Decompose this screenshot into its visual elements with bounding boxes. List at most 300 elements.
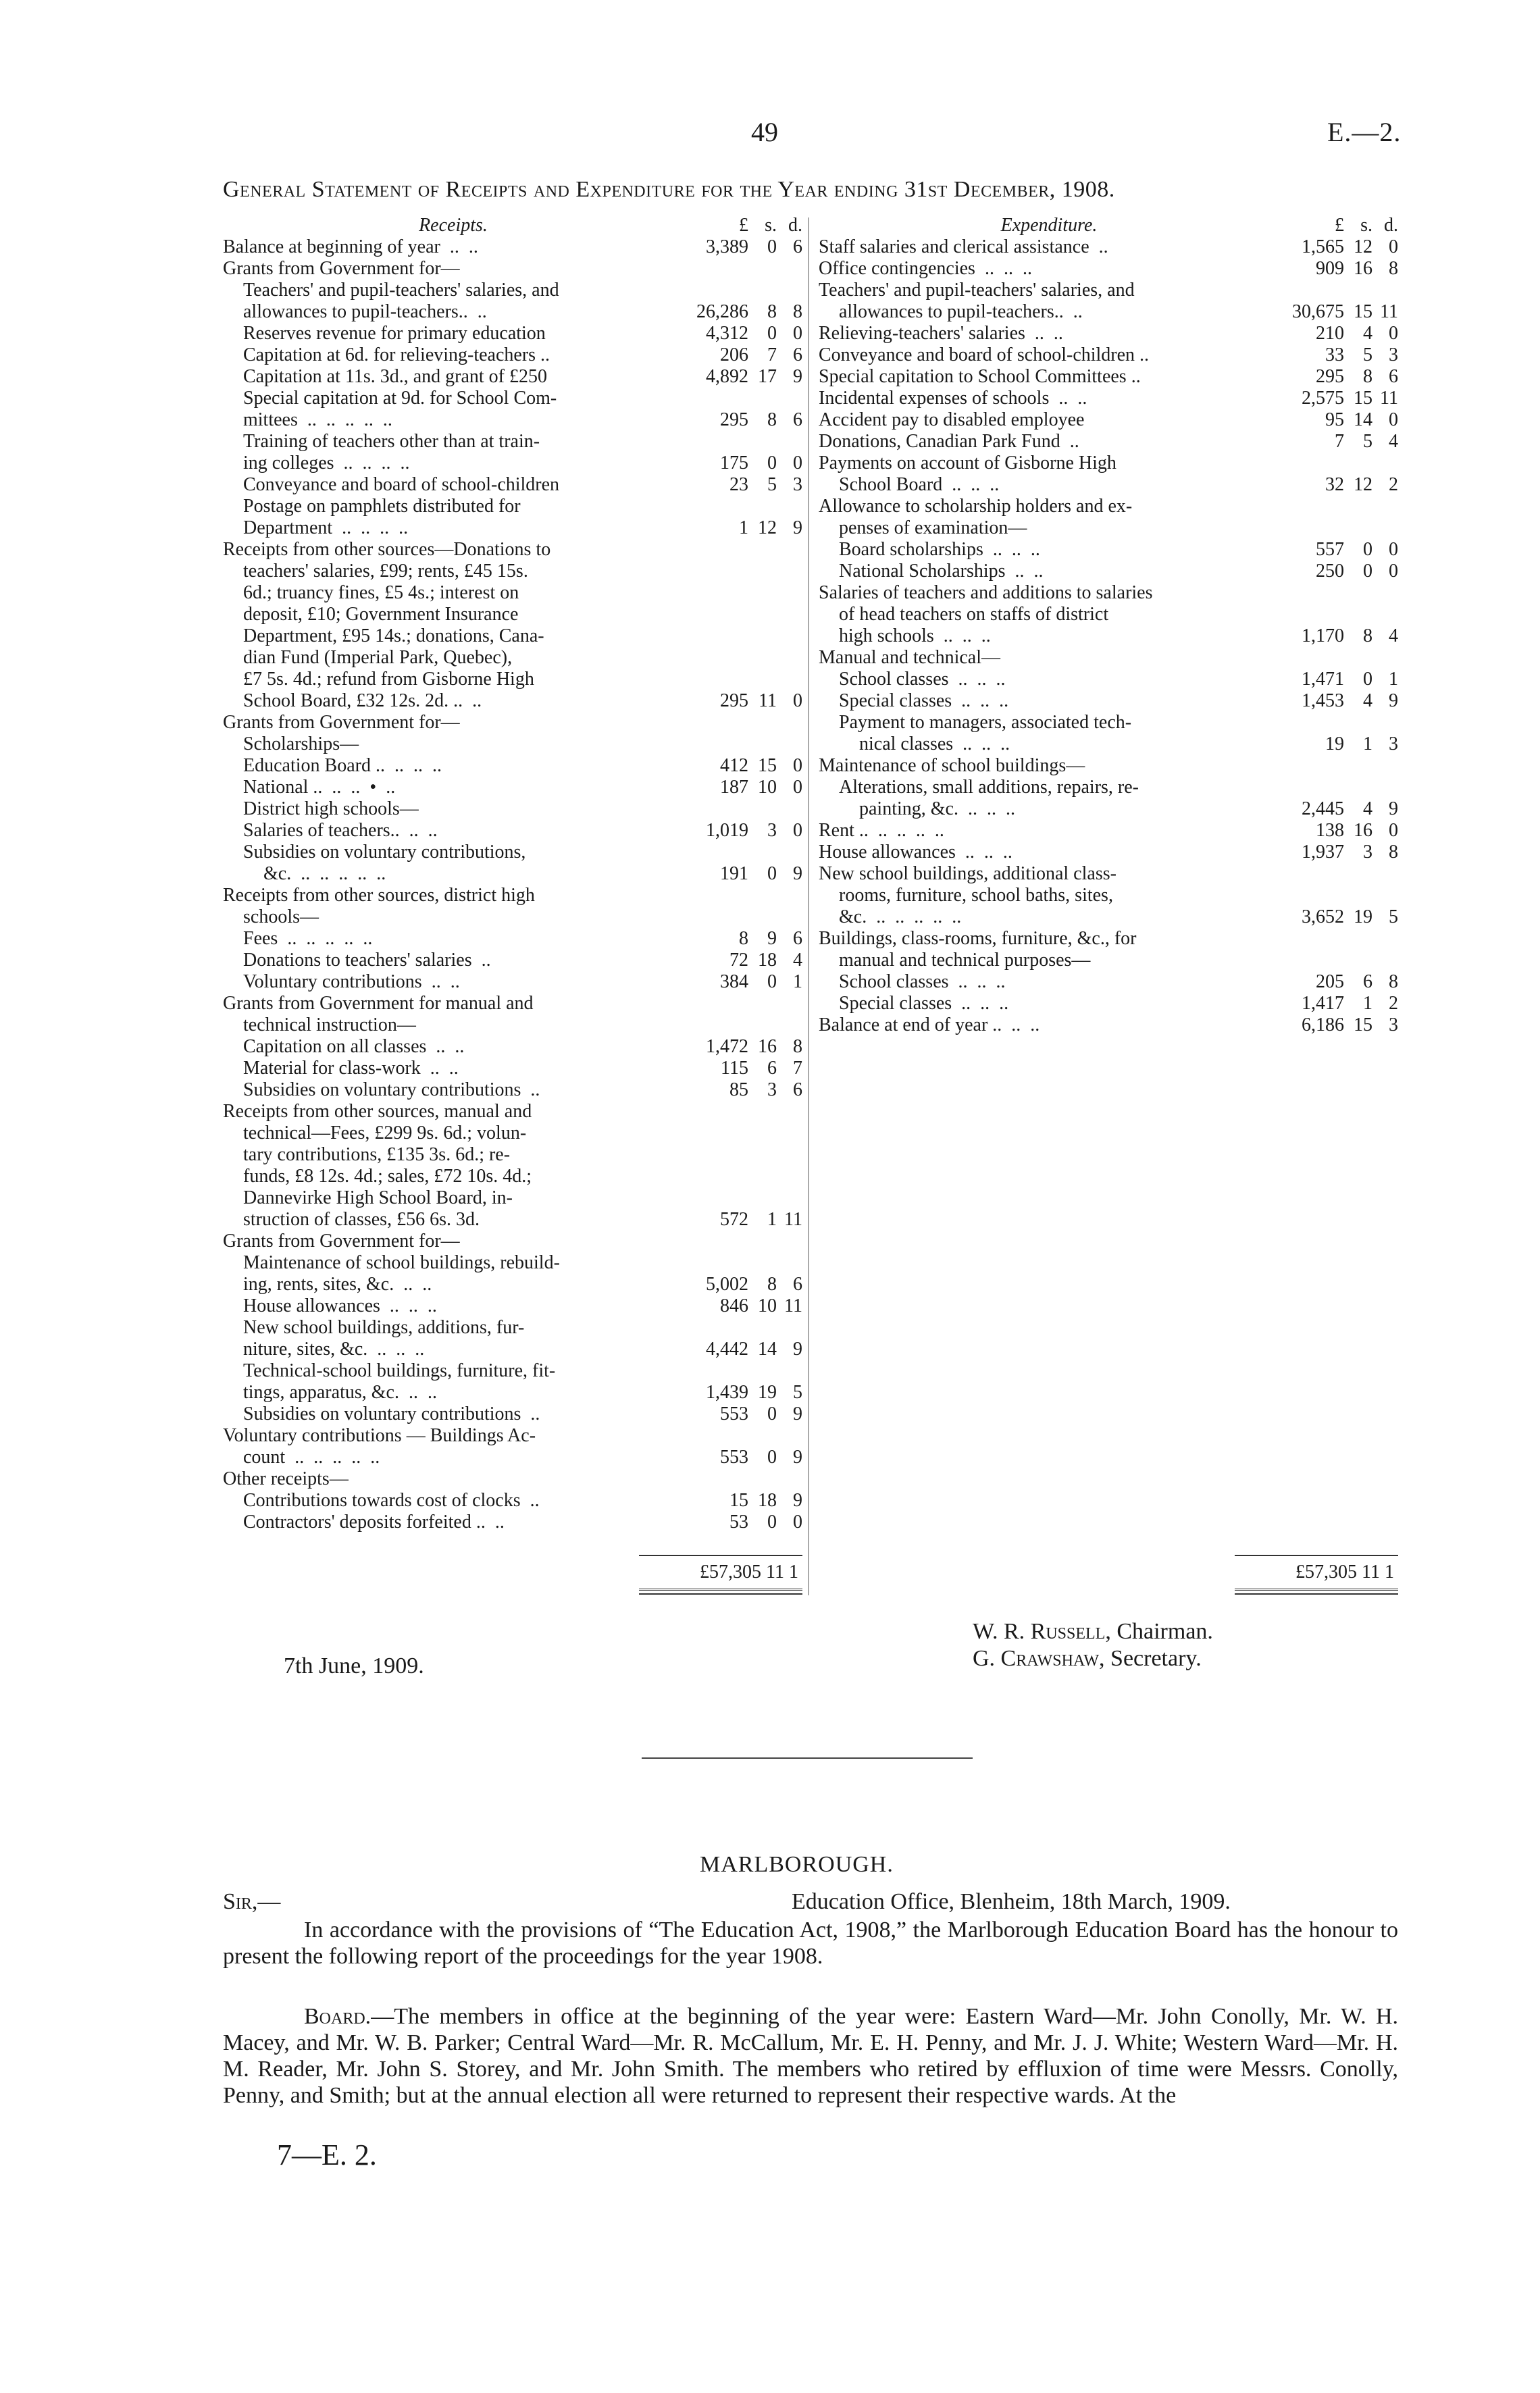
ledger-row <box>223 1231 802 1252</box>
ledger-row-label: of head teachers on staffs of district <box>839 604 1109 625</box>
signature-secretary <box>973 1645 1213 1672</box>
ledger-row <box>223 1209 802 1231</box>
ledger-pounds: 557 <box>1316 539 1344 560</box>
ledger-shillings: 0 <box>767 323 777 344</box>
ledger-pence: 6 <box>1389 366 1398 387</box>
ledger-pounds: 1,937 <box>1302 842 1344 863</box>
ledger-row <box>223 906 802 928</box>
ledger-pounds: 1,019 <box>706 820 748 841</box>
ledger-pounds: 191 <box>720 863 748 884</box>
ledger-shillings: 12 <box>758 517 777 538</box>
ledger-pounds: 205 <box>1316 971 1344 992</box>
ledger-row-label: Balance at beginning of year .. .. <box>223 236 478 257</box>
ledger-pounds: 187 <box>720 777 748 798</box>
ledger-row <box>223 863 802 885</box>
ledger-shillings: 15 <box>758 755 777 776</box>
ledger-row <box>223 604 802 625</box>
ledger-shillings: 12 <box>1354 236 1372 257</box>
ledger-row-label: manual and technical purposes— <box>839 950 1091 971</box>
ledger-row-label: Capitation at 6d. for relieving-teachers .. <box>243 344 550 365</box>
ledger-row <box>819 712 1398 734</box>
ledger-row <box>819 539 1398 561</box>
ledger-row <box>819 517 1398 539</box>
ledger-row-label: Reserves revenue for primary education <box>243 323 546 344</box>
ledger-pounds: 412 <box>720 755 748 776</box>
ledger-pence: 9 <box>793 1490 802 1511</box>
paragraph-board-text: —The members in office at the beginning of the year were: Eastern Ward—Mr. John Conolly, Mr. W. H. Macey, and Mr. W. B. Parker; Central Ward—Mr. R. McCallum, Mr. E. H. Penny, and Mr. J. J. White; Western Ward—Mr. H. M. Reader, Mr. John S. Storey, and Mr. John Smith. The members who retired by effluxion of time were Messrs. Conolly, Penny, and Smith; but at the annual election all were returned to represent their respective wards. At the <box>223 2004 1398 2108</box>
ledger-row-label: Salaries of teachers and additions to salaries <box>819 582 1153 603</box>
ledger-row-label: ing, rents, sites, &c. .. .. <box>243 1274 432 1295</box>
ledger-row <box>819 971 1398 993</box>
ledger-row-label: Maintenance of school buildings— <box>819 755 1085 776</box>
ledger-pence: 9 <box>793 863 802 884</box>
ledger-pounds: 26,286 <box>696 301 748 322</box>
signature-chairman <box>973 1618 1213 1645</box>
ledger-shillings: 0 <box>767 453 777 473</box>
ledger-pence: 0 <box>793 820 802 841</box>
ledger-pence: 4 <box>1389 431 1398 452</box>
ledger-shillings: 4 <box>1363 323 1372 344</box>
ledger-row-label: Maintenance of school buildings, rebuild- <box>243 1252 560 1273</box>
ledger-row <box>223 1447 802 1468</box>
ledger-row-label: Conveyance and board of school-children .. <box>819 344 1150 365</box>
ledger-pounds: 4,312 <box>706 323 748 344</box>
ledger-row-label: Salaries of teachers.. .. .. <box>243 820 438 841</box>
ledger-row <box>223 690 802 712</box>
ledger-row-label: nical classes .. .. .. <box>859 734 1010 754</box>
ledger-row <box>819 928 1398 950</box>
ledger-row-label: Payments on account of Gisborne High <box>819 453 1116 473</box>
ledger-pounds: 19 <box>1325 734 1344 754</box>
ledger-pounds: 15 <box>729 1490 748 1511</box>
ledger-row-label: Department .. .. .. .. <box>243 517 409 538</box>
ledger-pounds: 1,453 <box>1302 690 1344 711</box>
statement-title: General Statement of Receipts and Expenditure for the Year ending 31st December, 1908. <box>223 177 1115 202</box>
ledger-pence: 11 <box>784 1209 802 1230</box>
ledger-pounds: 553 <box>720 1447 748 1468</box>
ledger-row <box>223 1252 802 1274</box>
ledger-row-label: 6d.; truancy fines, £5 4s.; interest on <box>243 582 519 603</box>
ledger-row-label: Contractors' deposits forfeited .. .. <box>243 1512 505 1533</box>
ledger-row-label: Subsidies on voluntary contributions .. <box>243 1079 540 1100</box>
ledger-row-label: £7 5s. 4d.; refund from Gisborne High <box>243 669 534 690</box>
ledger-row <box>819 798 1398 820</box>
ledger-pounds: 553 <box>720 1404 748 1424</box>
ledger-pence: 6 <box>793 1079 802 1100</box>
ledger-shillings: 1 <box>1363 734 1372 754</box>
ledger-pounds: 175 <box>720 453 748 473</box>
ledger-row <box>819 950 1398 971</box>
ledger-row-label: schools— <box>243 906 319 927</box>
ledger-pounds: 72 <box>729 950 748 971</box>
ledger-row-label: Education Board .. .. .. .. <box>243 755 442 776</box>
ledger-pounds: 210 <box>1316 323 1344 344</box>
ledger-shillings: 0 <box>767 863 777 884</box>
ledger-pence: 11 <box>1380 388 1398 409</box>
ledger-pounds: 1,170 <box>1302 625 1344 646</box>
ledger-pence: 0 <box>1389 323 1398 344</box>
ledger-pounds: 3,389 <box>706 236 748 257</box>
ledger-row-label: allowances to pupil-teachers.. .. <box>839 301 1083 322</box>
expenditure-heading: Expenditure. <box>1000 215 1098 236</box>
ledger-row-label: Special classes .. .. .. <box>839 993 1009 1014</box>
ledger-pounds: 4,892 <box>706 366 748 387</box>
ledger-pounds: 53 <box>729 1512 748 1533</box>
ledger-shillings: 16 <box>1354 820 1372 841</box>
ledger-row <box>223 1101 802 1123</box>
receipts-header <box>223 215 802 236</box>
ledger-shillings: 18 <box>758 950 777 971</box>
ledger-row <box>819 453 1398 474</box>
ledger-shillings: 8 <box>767 409 777 430</box>
ledger-row-label: Receipts from other sources—Donations to <box>223 539 551 560</box>
ledger-row <box>819 993 1398 1014</box>
ledger-row <box>223 517 802 539</box>
ledger-row <box>223 1382 802 1404</box>
ledger-shillings: 15 <box>1354 388 1372 409</box>
ledger-shillings: 17 <box>758 366 777 387</box>
receipts-column <box>223 215 802 1533</box>
ledger-row <box>223 344 802 366</box>
ledger-pounds: 206 <box>720 344 748 365</box>
receipts-heading: Receipts. <box>419 215 488 236</box>
ledger-row-label: deposit, £10; Government Insurance <box>243 604 519 625</box>
ledger-row <box>223 1123 802 1144</box>
receipts-total <box>639 1555 802 1582</box>
ledger-row-label: count .. .. .. .. .. <box>243 1447 380 1468</box>
ledger-pounds: 295 <box>720 409 748 430</box>
ledger-pounds: 1,471 <box>1302 669 1344 690</box>
expenditure-total <box>1235 1555 1398 1582</box>
ledger-shillings: 3 <box>767 1079 777 1100</box>
ledger-shillings: 10 <box>758 777 777 798</box>
ledger-pence: 2 <box>1389 474 1398 495</box>
ledger-pounds: 7 <box>1335 431 1344 452</box>
ledger-row-label: School Board, £32 12s. 2d. .. .. <box>243 690 482 711</box>
ledger-row-label: Buildings, class-rooms, furniture, &c., for <box>819 928 1137 949</box>
paragraph-intro-text: In accordance with the provisions of “The Education Act, 1908,” the Marlborough Education Board has the honour to present the following report of the proceedings for the year 1908. <box>223 1918 1398 1969</box>
ledger-pounds: 5,002 <box>706 1274 748 1295</box>
ledger-pounds: 295 <box>720 690 748 711</box>
expenditure-rows <box>819 236 1398 1036</box>
ledger-row-label: District high schools— <box>243 798 419 819</box>
ledger-row-label: Special capitation at 9d. for School Com- <box>243 388 557 409</box>
ledger-row-label: Capitation on all classes .. .. <box>243 1036 465 1057</box>
ledger-row <box>223 950 802 971</box>
receipts-rows <box>223 236 802 1533</box>
ledger-pounds: 30,675 <box>1292 301 1344 322</box>
ledger-shillings: 6 <box>1363 971 1372 992</box>
ledger-row <box>223 1490 802 1512</box>
paragraph-board-label: Board. <box>304 2004 371 2029</box>
ledger-row <box>223 582 802 604</box>
ledger-pounds: 250 <box>1316 561 1344 582</box>
ledger-pence: 9 <box>1389 798 1398 819</box>
ledger-pence: 9 <box>793 1447 802 1468</box>
ledger-row <box>819 388 1398 409</box>
ledger-row-label: Balance at end of year .. .. .. <box>819 1014 1040 1035</box>
ledger-pence: 1 <box>793 971 802 992</box>
column-divider <box>808 217 809 1595</box>
ledger-row-label: Grants from Government for— <box>223 712 460 733</box>
expenditure-header <box>819 215 1398 236</box>
ledger-row-label: New school buildings, additional class- <box>819 863 1116 884</box>
ledger-row-label: tings, apparatus, &c. .. .. <box>243 1382 437 1403</box>
ledger-row-label: Material for class-work .. .. <box>243 1058 459 1079</box>
ledger-pence: 9 <box>793 1404 802 1424</box>
ledger-pounds: 1 <box>739 517 748 538</box>
ledger-row-label: National Scholarships .. .. <box>839 561 1044 582</box>
ledger-row-label: Department, £95 14s.; donations, Cana- <box>243 625 544 646</box>
expenditure-column <box>819 215 1398 1036</box>
ledger-shillings: 0 <box>767 1404 777 1424</box>
ledger-row <box>819 863 1398 885</box>
ledger-shillings: 4 <box>1363 690 1372 711</box>
ledger-row-label: Payment to managers, associated tech- <box>839 712 1132 733</box>
ledger-shillings: 8 <box>767 1274 777 1295</box>
ledger-row <box>223 647 802 669</box>
ledger-row <box>819 474 1398 496</box>
ledger-row <box>223 734 802 755</box>
ledger-pence: 6 <box>793 928 802 949</box>
ledger-row-label: Training of teachers other than at train- <box>243 431 540 452</box>
ledger-row <box>819 625 1398 647</box>
ledger-row <box>223 1468 802 1490</box>
ledger-row <box>223 1512 802 1533</box>
ledger-pounds: 384 <box>720 971 748 992</box>
ledger-row-label: Donations to teachers' salaries .. <box>243 950 491 971</box>
ledger-shillings: 18 <box>758 1490 777 1511</box>
ledger-shillings: 5 <box>1363 431 1372 452</box>
ledger-row-label: allowances to pupil-teachers.. .. <box>243 301 487 322</box>
ledger-shillings: 0 <box>767 1512 777 1533</box>
ledger-row-label: House allowances .. .. .. <box>243 1295 437 1316</box>
ledger-pence: 3 <box>1389 344 1398 365</box>
ledger-pence: 8 <box>793 301 802 322</box>
ledger-pence: 8 <box>1389 258 1398 279</box>
ledger-row-label: technical instruction— <box>243 1014 416 1035</box>
ledger-row <box>223 453 802 474</box>
ledger-pence: 6 <box>793 1274 802 1295</box>
ledger-pence: 9 <box>793 366 802 387</box>
col-pence: d. <box>1384 215 1398 236</box>
ledger-row <box>819 258 1398 280</box>
ledger-row <box>223 669 802 690</box>
ledger-pence: 0 <box>793 323 802 344</box>
ledger-row <box>223 388 802 409</box>
ledger-shillings: 14 <box>758 1339 777 1360</box>
ledger-pounds: 1,417 <box>1302 993 1344 1014</box>
secretary-role: Secretary. <box>1110 1646 1202 1671</box>
ledger-row-label: tary contributions, £135 3s. 6d.; re- <box>243 1144 511 1165</box>
ledger-pounds: 95 <box>1325 409 1344 430</box>
ledger-row-label: funds, £8 12s. 4d.; sales, £72 10s. 4d.; <box>243 1166 532 1187</box>
ledger-row-label: Teachers' and pupil-teachers' salaries, and <box>819 280 1135 301</box>
ledger-row <box>223 474 802 496</box>
ledger-row <box>223 1274 802 1295</box>
ledger-row <box>223 1425 802 1447</box>
ledger-row <box>223 431 802 453</box>
ledger-row-label: Receipts from other sources, manual and <box>223 1101 532 1122</box>
ledger-row-label: high schools .. .. .. <box>839 625 991 646</box>
ledger-pence: 8 <box>793 1036 802 1057</box>
ledger-pounds: 85 <box>729 1079 748 1100</box>
ledger-shillings: 0 <box>767 971 777 992</box>
ledger-shillings: 3 <box>767 820 777 841</box>
ledger-row-label: Capitation at 11s. 3d., and grant of £250 <box>243 366 547 387</box>
ledger-row <box>223 301 802 323</box>
ledger-row-label: School classes .. .. .. <box>839 669 1006 690</box>
ledger-shillings: 11 <box>759 690 777 711</box>
ledger-pence: 9 <box>793 1339 802 1360</box>
ledger-row-label: mittees .. .. .. .. .. <box>243 409 392 430</box>
ledger-pounds: 23 <box>729 474 748 495</box>
ledger-row <box>223 1166 802 1187</box>
ledger-pence: 0 <box>1389 561 1398 582</box>
ledger-shillings: 0 <box>767 1447 777 1468</box>
ledger-row-label: Accident pay to disabled employee <box>819 409 1085 430</box>
ledger-pounds: 1,472 <box>706 1036 748 1057</box>
ledger-pounds: 1,439 <box>706 1382 748 1403</box>
ledger-pence: 6 <box>793 344 802 365</box>
ledger-pounds: 572 <box>720 1209 748 1230</box>
ledger-row-label: niture, sites, &c. .. .. .. <box>243 1339 425 1360</box>
ledger-pence: 9 <box>1389 690 1398 711</box>
ledger-row <box>223 1058 802 1079</box>
ledger-shillings: 7 <box>767 344 777 365</box>
ledger-row <box>223 280 802 301</box>
ledger-row <box>819 280 1398 301</box>
ledger-row-label: Alterations, small additions, repairs, re- <box>839 777 1139 798</box>
ledger-row-label: Board scholarships .. .. .. <box>839 539 1040 560</box>
paragraph-intro <box>223 1917 1398 1970</box>
ledger-row <box>223 258 802 280</box>
ledger-row <box>223 409 802 431</box>
ledger-row-label: Postage on pamphlets distributed for <box>243 496 521 517</box>
ledger-shillings: 15 <box>1354 301 1372 322</box>
chairman-role: Chairman. <box>1116 1619 1213 1644</box>
ledger-pounds: 2,575 <box>1302 388 1344 409</box>
ledger-pence: 6 <box>793 236 802 257</box>
ledger-row-label: technical—Fees, £299 9s. 6d.; volun- <box>243 1123 527 1143</box>
ledger-shillings: 1 <box>1363 993 1372 1014</box>
col-pence: d. <box>788 215 802 236</box>
ledger-row-label: &c. .. .. .. .. .. <box>839 906 962 927</box>
statement-date: 7th June, 1909. <box>284 1653 424 1678</box>
ledger-row <box>223 820 802 842</box>
ledger-row <box>819 906 1398 928</box>
ledger-row-label: Incidental expenses of schools .. .. <box>819 388 1087 409</box>
ledger-row <box>223 777 802 798</box>
ledger-pence: 3 <box>1389 734 1398 754</box>
secretary-name: G. Crawshaw, <box>973 1646 1105 1671</box>
ledger-pence: 0 <box>793 1512 802 1533</box>
ledger-shillings: 5 <box>767 474 777 495</box>
ledger-row <box>223 561 802 582</box>
ledger-row <box>223 1079 802 1101</box>
ledger-pounds: 115 <box>721 1058 748 1079</box>
ledger-shillings: 14 <box>1354 409 1372 430</box>
ledger-row <box>819 734 1398 755</box>
ledger-row <box>223 236 802 258</box>
ledger-row <box>819 777 1398 798</box>
ledger-row-label: School Board .. .. .. <box>839 474 1000 495</box>
ledger-pence: 11 <box>1380 301 1398 322</box>
expenditure-total-amount: £57,305 11 1 <box>1295 1562 1394 1583</box>
ledger-row-label: Dannevirke High School Board, in- <box>243 1187 513 1208</box>
ledger-pence: 0 <box>793 755 802 776</box>
ledger-pence: 3 <box>1389 1014 1398 1035</box>
ledger-row-label: School classes .. .. .. <box>839 971 1006 992</box>
ledger-pounds: 909 <box>1316 258 1344 279</box>
ledger-row-label: ing colleges .. .. .. .. <box>243 453 410 473</box>
ledger-row-label: struction of classes, £56 6s. 3d. <box>243 1209 480 1230</box>
ledger-row-label: dian Fund (Imperial Park, Quebec), <box>243 647 513 668</box>
ledger-pence: 0 <box>793 453 802 473</box>
ledger-row <box>223 971 802 993</box>
ledger-shillings: 16 <box>1354 258 1372 279</box>
ledger-pounds: 4,442 <box>706 1339 748 1360</box>
ledger-pence: 4 <box>1389 625 1398 646</box>
ledger-pounds: 33 <box>1325 344 1344 365</box>
ledger-row <box>819 561 1398 582</box>
ledger-row <box>819 582 1398 604</box>
ledger-row-label: Subsidies on voluntary contributions, <box>243 842 526 863</box>
ledger-row <box>819 755 1398 777</box>
ledger-pence: 8 <box>1389 971 1398 992</box>
col-pounds: £ <box>739 215 748 236</box>
ledger-row <box>819 344 1398 366</box>
ledger-row <box>223 496 802 517</box>
ledger-row-label: New school buildings, additions, fur- <box>243 1317 525 1338</box>
ledger-shillings: 0 <box>1363 561 1372 582</box>
ledger-row-label: Allowance to scholarship holders and ex- <box>819 496 1133 517</box>
ledger-row <box>223 842 802 863</box>
ledger-row <box>223 366 802 388</box>
ledger-shillings: 0 <box>1363 539 1372 560</box>
chairman-name: W. R. Russell, <box>973 1619 1111 1644</box>
ledger-row-label: Special capitation to School Committees .. <box>819 366 1141 387</box>
ledger-row-label: penses of examination— <box>839 517 1027 538</box>
col-pounds: £ <box>1335 215 1344 236</box>
ledger-row <box>223 1360 802 1382</box>
ledger-row <box>223 1317 802 1339</box>
ledger-row-label: Manual and technical— <box>819 647 1001 668</box>
ledger-row-label: Grants from Government for manual and <box>223 993 534 1014</box>
ledger-pence: 0 <box>1389 409 1398 430</box>
ledger-shillings: 19 <box>758 1382 777 1403</box>
ledger-shillings: 1 <box>767 1209 777 1230</box>
ledger-pence: 2 <box>1389 993 1398 1014</box>
ledger-row <box>819 409 1398 431</box>
ledger-shillings: 5 <box>1363 344 1372 365</box>
ledger-pence: 0 <box>1389 539 1398 560</box>
ledger-row <box>819 690 1398 712</box>
col-shillings: s. <box>1360 215 1372 236</box>
ledger-shillings: 0 <box>767 236 777 257</box>
ledger-shillings: 8 <box>1363 625 1372 646</box>
ledger-pence: 7 <box>793 1058 802 1079</box>
ledger-pence: 5 <box>793 1382 802 1403</box>
ledger-row-label: painting, &c. .. .. .. <box>859 798 1015 819</box>
ledger-row <box>223 1295 802 1317</box>
ledger-pence: 5 <box>1389 906 1398 927</box>
ledger-pence: 3 <box>793 474 802 495</box>
ledger-shillings: 4 <box>1363 798 1372 819</box>
ledger-row <box>223 1036 802 1058</box>
ledger-pence: 6 <box>793 409 802 430</box>
ledger-row-label: Scholarships— <box>243 734 359 754</box>
